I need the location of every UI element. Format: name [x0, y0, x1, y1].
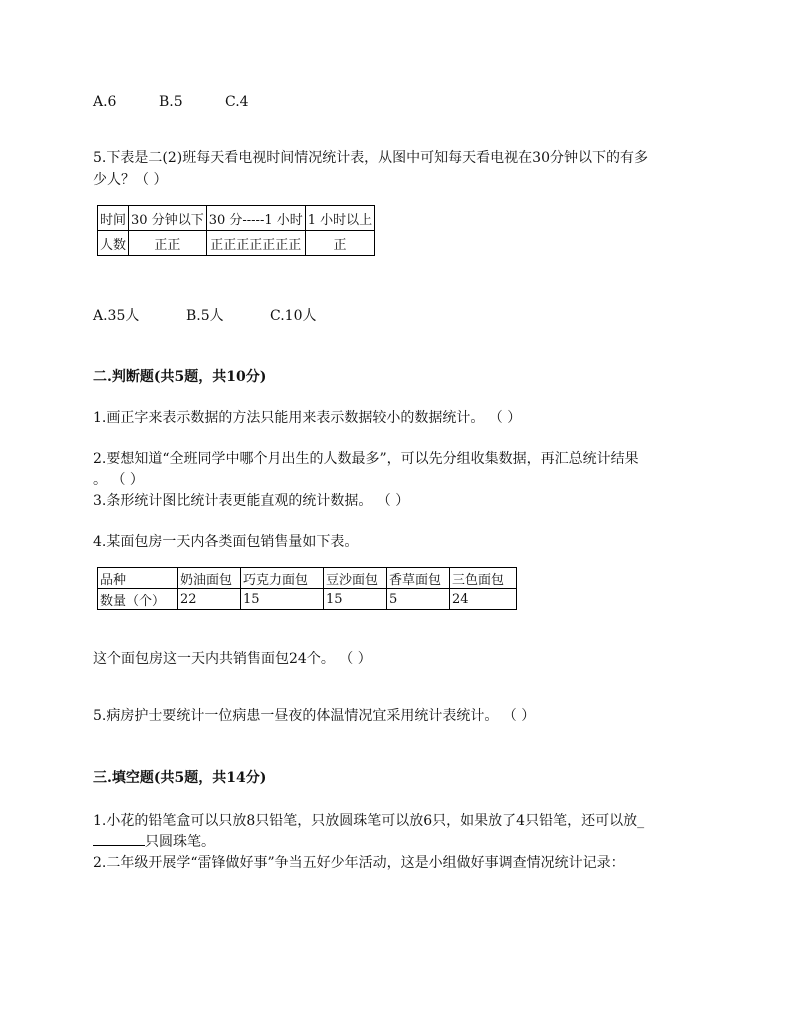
- table-cell: 人数: [98, 231, 129, 256]
- table-cell: 正正正正正正正: [206, 231, 305, 256]
- table-cell: 品种: [98, 568, 178, 589]
- table-cell: 巧克力面包: [241, 568, 324, 589]
- table-row: [98, 206, 375, 231]
- table-cell: 15: [241, 589, 324, 610]
- option-a: A.6: [93, 94, 117, 110]
- section-3-heading: 三.填空题(共5题，共14分): [93, 770, 267, 786]
- table-row: [98, 568, 517, 589]
- table-cell: 15: [324, 589, 387, 610]
- option-a: A.35人: [93, 308, 140, 324]
- q4-options: [93, 94, 249, 110]
- judge-q2-line2: 。 （ ）: [93, 472, 144, 488]
- judge-q2-line1: 2.要想知道“全班同学中哪个月出生的人数最多”，可以先分组收集数据，再汇总统计结果: [93, 451, 639, 467]
- table-cell: 香草面包: [387, 568, 450, 589]
- option-c: C.4: [225, 94, 249, 110]
- table-cell: 30 分-----1 小时: [206, 206, 305, 231]
- table-cell: 奶油面包: [178, 568, 241, 589]
- table-cell: 数量（个）: [98, 589, 178, 610]
- q5-options: [93, 305, 316, 325]
- table-row: [98, 589, 517, 610]
- table-cell: 时间: [98, 206, 129, 231]
- table-cell: 1 小时以上: [305, 206, 374, 231]
- judge-q3: 3.条形统计图比统计表更能直观的统计数据。 （ ）: [93, 493, 410, 509]
- table-cell: 豆沙面包: [324, 568, 387, 589]
- bread-sales-table: [97, 567, 517, 610]
- option-b: B.5: [159, 94, 183, 110]
- answer-blank[interactable]: [93, 831, 145, 846]
- table-cell: 22: [178, 589, 241, 610]
- option-c: C.10人: [270, 308, 317, 324]
- option-b: B.5人: [186, 308, 224, 324]
- table-cell: 30 分钟以下: [129, 206, 207, 231]
- table-cell: 正: [305, 231, 374, 256]
- judge-q4-statement: 这个面包房这一天内共销售面包24个。 （ ）: [93, 651, 372, 667]
- tv-time-table: [97, 205, 375, 256]
- section-2-heading: 二.判断题(共5题，共10分): [93, 369, 267, 385]
- question-5-line2: 少人？（ ）: [93, 172, 168, 188]
- fill-q1-line2: [93, 831, 215, 851]
- fill-q1-line1: 1.小花的铅笔盒可以只放8只铅笔，只放圆珠笔可以放6只，如果放了4只铅笔，还可以放_: [93, 813, 645, 829]
- table-row: [98, 231, 375, 256]
- fill-q2: 2.二年级开展学“雷锋做好事”争当五好少年活动，这是小组做好事调查情况统计记录：: [93, 855, 625, 871]
- judge-q1: 1.画正字来表示数据的方法只能用来表示数据较小的数据统计。 （ ）: [93, 410, 522, 426]
- table-cell: 5: [387, 589, 450, 610]
- table-cell: 三色面包: [450, 568, 517, 589]
- question-5-line1: 5.下表是二(2)班每天看电视时间情况统计表，从图中可知每天看电视在30分钟以下的有多: [93, 150, 649, 166]
- table-cell: 24: [450, 589, 517, 610]
- judge-q5: 5.病房护士要统计一位病患一昼夜的体温情况宜采用统计表统计。 （ ）: [93, 708, 536, 724]
- judge-q4: 4.某面包房一天内各类面包销售量如下表。: [93, 534, 359, 550]
- fill-q1-suffix: 只圆珠笔。: [145, 834, 215, 850]
- table-cell: 正正: [129, 231, 207, 256]
